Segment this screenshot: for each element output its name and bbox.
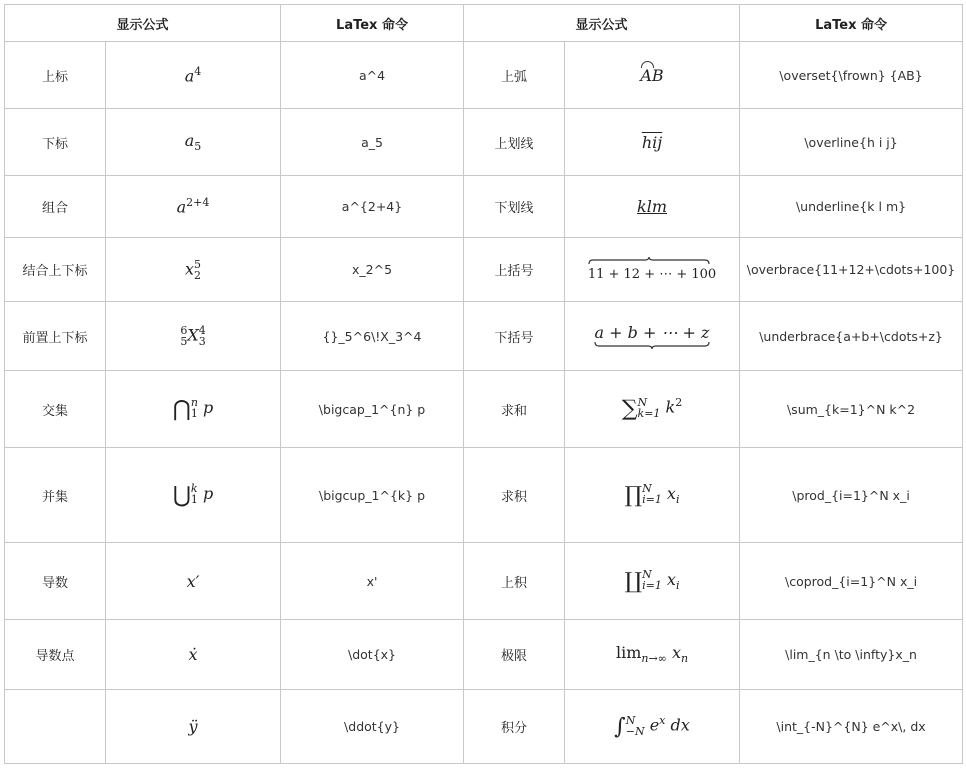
- right-formula: 11 + 12 + ⋯ + 100: [565, 238, 740, 302]
- latex-commands-table: [4, 4, 963, 764]
- left-name: 结合上下标: [5, 238, 106, 302]
- left-name: 组合: [5, 176, 106, 238]
- right-name: 上弧: [464, 42, 565, 109]
- left-name: 导数: [5, 543, 106, 620]
- left-command: a_5: [281, 109, 464, 176]
- header-display-formula-left: 显示公式: [5, 5, 281, 42]
- left-formula: ÿ: [106, 690, 281, 764]
- left-formula: ⋃ k 1 p: [106, 448, 281, 543]
- right-formula: AB: [565, 42, 740, 109]
- left-command: a^{2+4}: [281, 176, 464, 238]
- right-name: 下划线: [464, 176, 565, 238]
- left-name: 下标: [5, 109, 106, 176]
- right-command: \overbrace{11+12+\cdots+100}: [740, 238, 963, 302]
- right-formula: a + b + ⋯ + z: [565, 302, 740, 371]
- overbrace-icon: [588, 257, 716, 265]
- table-row: [5, 620, 963, 690]
- table-row: [5, 238, 963, 302]
- right-command: \overset{\frown} {AB}: [740, 42, 963, 109]
- right-formula: ∐ N i=1 $x_i$: [565, 543, 740, 620]
- right-formula: $\overline{hij}$: [565, 109, 740, 176]
- left-command: \dot{x}: [281, 620, 464, 690]
- left-formula: x 5 2: [106, 238, 281, 302]
- left-name: 导数点: [5, 620, 106, 690]
- table-header-row: [5, 5, 963, 42]
- right-name: 上括号: [464, 238, 565, 302]
- right-formula: ∏ N i=1 $x_i$: [565, 448, 740, 543]
- right-command: \sum_{k=1}^N k^2: [740, 371, 963, 448]
- left-formula: x′: [106, 543, 281, 620]
- right-formula: klm: [565, 176, 740, 238]
- right-command: \coprod_{i=1}^N x_i: [740, 543, 963, 620]
- left-name: 交集: [5, 371, 106, 448]
- left-command: {}_5^6\!X_3^4: [281, 302, 464, 371]
- right-formula: $\lim_{n\to\infty} x_n$: [565, 620, 740, 690]
- left-name: 前置上下标: [5, 302, 106, 371]
- right-command: \lim_{n \to \infty}x_n: [740, 620, 963, 690]
- table-row: [5, 176, 963, 238]
- left-formula: 6 5 X 4 3: [106, 302, 281, 371]
- table-row: [5, 543, 963, 620]
- left-command: \bigcup_1^{k} p: [281, 448, 464, 543]
- header-latex-command-left: LaTex 命令: [281, 5, 464, 42]
- right-name: 上积: [464, 543, 565, 620]
- right-name: 极限: [464, 620, 565, 690]
- right-command: \underbrace{a+b+\cdots+z}: [740, 302, 963, 371]
- left-command: \ddot{y}: [281, 690, 464, 764]
- left-formula: $a_5$: [106, 109, 281, 176]
- left-name: 并集: [5, 448, 106, 543]
- right-command: \int_{-N}^{N} e^x\, dx: [740, 690, 963, 764]
- right-command: \prod_{i=1}^N x_i: [740, 448, 963, 543]
- right-command: \underline{k l m}: [740, 176, 963, 238]
- right-name: 上划线: [464, 109, 565, 176]
- left-command: a^4: [281, 42, 464, 109]
- right-name: 积分: [464, 690, 565, 764]
- left-formula: $a^4$: [106, 42, 281, 109]
- left-formula: $a^{2+4}$: [106, 176, 281, 238]
- table-row: [5, 371, 963, 448]
- left-name: [5, 690, 106, 764]
- table-row: [5, 109, 963, 176]
- table-row: [5, 42, 963, 109]
- underbrace-icon: [594, 341, 710, 349]
- left-command: x': [281, 543, 464, 620]
- header-display-formula-right: 显示公式: [464, 5, 740, 42]
- right-formula: ∑ N k=1 $k^2$: [565, 371, 740, 448]
- left-formula: ẋ: [106, 620, 281, 690]
- right-name: 求和: [464, 371, 565, 448]
- right-formula: ∫ N −N $e^x$ dx: [565, 690, 740, 764]
- right-name: 下括号: [464, 302, 565, 371]
- left-command: x_2^5: [281, 238, 464, 302]
- left-command: \bigcap_1^{n} p: [281, 371, 464, 448]
- right-command: \overline{h i j}: [740, 109, 963, 176]
- right-name: 求积: [464, 448, 565, 543]
- left-formula: ⋂ n 1 p: [106, 371, 281, 448]
- header-latex-command-right: LaTex 命令: [740, 5, 963, 42]
- table-row: [5, 690, 963, 764]
- left-name: 上标: [5, 42, 106, 109]
- table-row: [5, 302, 963, 371]
- table-row: [5, 448, 963, 543]
